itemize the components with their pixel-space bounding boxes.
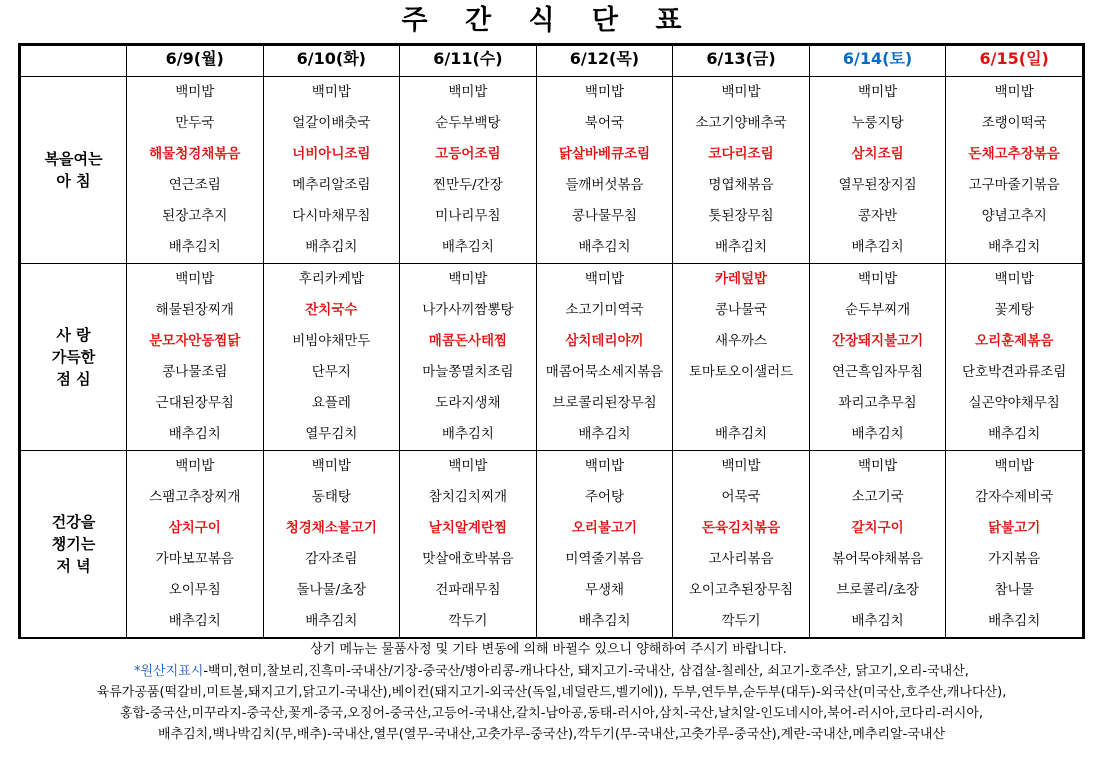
main-dish-item: 고등어조림 xyxy=(435,146,501,162)
meal-label-line: 건강을 xyxy=(51,513,96,531)
menu-item: 깍두기 xyxy=(721,613,761,629)
menu-item: 백미밥 xyxy=(584,458,625,474)
menu-cell xyxy=(536,77,673,264)
menu-item: 백미밥 xyxy=(448,458,488,474)
meal-label-line: 사 랑 xyxy=(56,326,91,344)
menu-item: 주어탕 xyxy=(584,489,625,505)
menu-item: 들깨버섯볶음 xyxy=(565,177,644,193)
menu-item: 백미밥 xyxy=(721,84,761,100)
menu-item: 배추김치 xyxy=(578,426,631,442)
menu-item: 배추김치 xyxy=(168,239,221,255)
weekly-menu-table xyxy=(18,43,1085,639)
day-header-2: 6/10(화) xyxy=(263,46,400,77)
menu-item: 콩나물국 xyxy=(714,302,768,318)
menu-item: 배추김치 xyxy=(714,426,768,442)
menu-cell xyxy=(127,451,264,638)
menu-item: 배추김치 xyxy=(168,613,221,629)
main-dish-item: 해물청경채볶음 xyxy=(149,146,241,162)
menu-cell xyxy=(809,264,946,451)
menu-item: 백미밥 xyxy=(994,84,1034,100)
menu-item: 새우까스 xyxy=(714,333,768,349)
menu-item: 배추김치 xyxy=(988,426,1041,442)
menu-item: 백미밥 xyxy=(858,271,898,287)
menu-item: 소고기양배추국 xyxy=(695,115,787,131)
menu-item: 순두부찌개 xyxy=(844,302,911,318)
menu-item: 요플레 xyxy=(311,395,351,411)
menu-item: 브로콜리된장무침 xyxy=(552,395,657,411)
menu-item: 깍두기 xyxy=(448,613,488,629)
menu-item: 배추김치 xyxy=(578,613,631,629)
menu-item: 건파래무침 xyxy=(435,582,501,598)
menu-item: 맛살애호박볶음 xyxy=(422,551,514,567)
menu-cell xyxy=(536,264,673,451)
menu-cell xyxy=(673,451,810,638)
menu-cell xyxy=(263,264,400,451)
menu-item: 후리카케밥 xyxy=(298,271,364,287)
day-header-4: 6/12(목) xyxy=(536,46,673,77)
origin-label: *원산지표시 xyxy=(134,664,204,679)
menu-cell xyxy=(673,77,810,264)
main-dish-item: 너비아니조림 xyxy=(292,146,371,162)
menu-item: 배추김치 xyxy=(988,613,1041,629)
menu-item: 콩나물무침 xyxy=(571,208,638,224)
menu-cell xyxy=(400,264,537,451)
menu-item: 배추김치 xyxy=(851,426,904,442)
menu-item: 찐만두/간장 xyxy=(433,177,503,193)
menu-item: 가지볶음 xyxy=(988,551,1041,567)
menu-item: 감자수제비국 xyxy=(975,489,1054,505)
menu-cell xyxy=(127,77,264,264)
menu-item: 배추김치 xyxy=(168,426,221,442)
menu-item: 비빔야채만두 xyxy=(292,333,371,349)
menu-change-notice: 상기 메뉴는 물품사정 및 기타 변동에 의해 바뀔수 있으니 양해하여 주시기 바랍니다. xyxy=(310,642,787,657)
menu-cell xyxy=(536,451,673,638)
menu-item: 돌나물/초장 xyxy=(296,582,367,598)
menu-item: 배추김치 xyxy=(305,239,358,255)
origin-line-3: 홍합-중국산,미꾸라지-중국산,꽃게-중국,오징어-중국산,고등어-국내산,갈치-남아공,동태-러시아,삼치-국산,날치알-인도네시아,북어-러시아,코다리-러시아, xyxy=(119,706,984,721)
menu-cell xyxy=(946,451,1083,638)
origin-line-1: *원산지표시-백미,현미,찰보리,진흑미-국내산/기장-중국산/병아리콩-캐나다산, 돼지고기-국내산, 삼겹살-칠레산, 쇠고기-호주산, 닭고기,오리-국내산, xyxy=(134,664,969,679)
menu-item: 미역줄기볶음 xyxy=(565,551,644,567)
main-dish-item: 닭불고기 xyxy=(988,520,1041,536)
menu-item: 북어국 xyxy=(584,115,625,131)
menu-item: 어묵국 xyxy=(721,489,761,505)
menu-item: 무생채 xyxy=(584,582,625,598)
day-header-5: 6/13(금) xyxy=(673,46,810,77)
menu-item: 콩나물조림 xyxy=(162,364,228,380)
menu-cell xyxy=(673,264,810,451)
menu-item: 순두부백탕 xyxy=(435,115,501,131)
origin-info xyxy=(18,661,1085,745)
main-dish-item: 카레덮밥 xyxy=(714,271,768,287)
menu-item: 배추김치 xyxy=(851,613,904,629)
main-dish-item: 오리훈제볶음 xyxy=(975,333,1054,349)
menu-item: 톳된장무침 xyxy=(708,208,774,224)
menu-item: 고사리볶음 xyxy=(708,551,774,567)
menu-cell xyxy=(127,264,264,451)
meal-label xyxy=(21,264,127,451)
menu-item: 가마보꼬볶음 xyxy=(155,551,234,567)
menu-cell xyxy=(809,77,946,264)
menu-item: 콩자반 xyxy=(858,208,898,224)
main-dish-item: 잔치국수 xyxy=(305,302,358,318)
menu-item: 동태탕 xyxy=(311,489,351,505)
menu-item: 백미밥 xyxy=(858,84,898,100)
menu-item: 열무된장지짐 xyxy=(838,177,917,193)
menu-cell xyxy=(400,77,537,264)
menu-item: 백미밥 xyxy=(311,458,351,474)
main-dish-item: 돈육김치볶음 xyxy=(701,520,781,536)
origin-line-2: 육류가공품(떡갈비,미트볼,돼지고기,닭고기-국내산),베이컨(돼지고기-외국산(독일,네덜란드,벨기에)), 두부,연두부,순두부(대두)-외국산(미국산,호주산,캐나다산), xyxy=(96,685,1007,700)
menu-item: 백미밥 xyxy=(175,84,215,100)
menu-item xyxy=(673,388,809,419)
origin-line-4: 배추김치,백나박김치(무,배추)-국내산,열무(열무-국내산,고춧가루-중국산),깍두기(무-국내산,고춧가루-중국산),계란-국내산,메추리알-국내산 xyxy=(157,727,946,742)
menu-item: 오이고추된장무침 xyxy=(688,582,794,598)
menu-cell xyxy=(946,264,1083,451)
menu-item: 배추김치 xyxy=(441,239,494,255)
menu-item: 도라지생채 xyxy=(435,395,501,411)
menu-item: 열무김치 xyxy=(305,426,358,442)
page-title: 주 간 식 단 표 xyxy=(401,5,696,36)
menu-item: 연근흑임자무침 xyxy=(831,364,924,380)
menu-item: 백미밥 xyxy=(994,271,1034,287)
day-header-3: 6/11(수) xyxy=(400,46,537,77)
menu-item: 매콤어묵소세지볶음 xyxy=(545,364,664,380)
main-dish-item: 오리불고기 xyxy=(571,520,638,536)
menu-item: 백미밥 xyxy=(721,458,761,474)
menu-item: 볶어묵야채볶음 xyxy=(831,551,924,567)
meal-row xyxy=(21,451,1083,638)
meal-label-line: 챙기는 xyxy=(51,535,96,553)
menu-item: 스팸고추장찌개 xyxy=(149,489,241,505)
menu-item: 조랭이떡국 xyxy=(981,115,1047,131)
main-dish-item: 날치알계란찜 xyxy=(428,520,508,536)
menu-item: 소고기국 xyxy=(851,489,904,505)
menu-item: 명엽채볶음 xyxy=(708,177,774,193)
menu-cell xyxy=(946,77,1083,264)
menu-item: 오이무침 xyxy=(168,582,221,598)
main-dish-item: 청경채소불고기 xyxy=(285,520,377,536)
main-dish-item: 간장돼지불고기 xyxy=(831,333,924,349)
menu-item: 백미밥 xyxy=(448,84,488,100)
menu-cell xyxy=(263,77,400,264)
main-dish-item: 갈치구이 xyxy=(851,520,904,536)
menu-item: 배추김치 xyxy=(441,426,494,442)
day-header-6: 6/14(토) xyxy=(809,46,946,77)
menu-item: 연근조림 xyxy=(168,177,221,193)
menu-item: 백미밥 xyxy=(175,458,215,474)
menu-item: 미나리무침 xyxy=(435,208,501,224)
meal-label-line: 점 심 xyxy=(56,370,91,388)
menu-item: 배추김치 xyxy=(714,239,768,255)
menu-item: 참나물 xyxy=(994,582,1034,598)
menu-item: 다시마채무침 xyxy=(292,208,371,224)
main-dish-item: 분모자안동찜닭 xyxy=(149,333,241,349)
menu-item: 나가사끼짬뽕탕 xyxy=(422,302,514,318)
menu-item: 참치김치찌개 xyxy=(428,489,508,505)
meal-label xyxy=(21,77,127,264)
menu-item: 배추김치 xyxy=(988,239,1041,255)
menu-item: 배추김치 xyxy=(578,239,631,255)
menu-item: 꽈리고추무침 xyxy=(838,395,917,411)
main-dish-item: 닭살바베큐조림 xyxy=(558,146,651,162)
menu-item: 감자조림 xyxy=(305,551,358,567)
menu-item: 배추김치 xyxy=(851,239,904,255)
meal-label-line: 가득한 xyxy=(51,348,96,366)
meal-label-line: 저 녁 xyxy=(56,557,91,575)
menu-item: 누룽지탕 xyxy=(851,115,904,131)
menu-item: 백미밥 xyxy=(311,84,351,100)
menu-item: 단무지 xyxy=(311,364,351,380)
menu-item: 실곤약야채무침 xyxy=(968,395,1060,411)
main-dish-item: 삼치데리야끼 xyxy=(565,333,644,349)
meal-label-line: 아 침 xyxy=(56,172,91,190)
menu-item: 소고기미역국 xyxy=(565,302,644,318)
day-header-7: 6/15(일) xyxy=(946,46,1083,77)
day-header-1: 6/9(월) xyxy=(127,46,264,77)
main-dish-item: 삼치구이 xyxy=(168,520,221,536)
menu-item: 백미밥 xyxy=(584,84,625,100)
menu-item: 백미밥 xyxy=(584,271,625,287)
main-dish-item: 삼치조림 xyxy=(851,146,904,162)
meal-row xyxy=(21,77,1083,264)
menu-item: 마늘쫑멸치조림 xyxy=(422,364,514,380)
meal-label-line: 복을여는 xyxy=(44,150,103,168)
corner-cell xyxy=(21,46,127,77)
menu-item: 고구마줄기볶음 xyxy=(968,177,1060,193)
main-dish-item: 돈채고추장볶음 xyxy=(968,146,1060,162)
menu-item: 백미밥 xyxy=(175,271,215,287)
menu-item: 백미밥 xyxy=(448,271,488,287)
main-dish-item: 코다리조림 xyxy=(708,146,774,162)
menu-item: 백미밥 xyxy=(858,458,898,474)
menu-item: 브로콜리/초장 xyxy=(836,582,919,598)
menu-item: 해물된장찌개 xyxy=(155,302,234,318)
menu-cell xyxy=(263,451,400,638)
menu-cell xyxy=(400,451,537,638)
menu-item: 만두국 xyxy=(175,115,215,131)
menu-item: 단호박견과류조림 xyxy=(962,364,1067,380)
meal-label xyxy=(21,451,127,638)
menu-item: 메추리알조림 xyxy=(292,177,371,193)
menu-item: 꽃게탕 xyxy=(994,302,1034,318)
menu-item: 토마토오이샐러드 xyxy=(688,364,794,380)
main-dish-item: 매콤돈사태찜 xyxy=(428,333,508,349)
menu-item: 배추김치 xyxy=(305,613,358,629)
menu-item: 백미밥 xyxy=(994,458,1034,474)
menu-cell xyxy=(809,451,946,638)
menu-item: 얼갈이배춧국 xyxy=(292,115,371,131)
meal-row xyxy=(21,264,1083,451)
menu-item: 근대된장무침 xyxy=(155,395,234,411)
menu-item: 된장고추지 xyxy=(162,208,228,224)
menu-item: 양념고추지 xyxy=(981,208,1047,224)
